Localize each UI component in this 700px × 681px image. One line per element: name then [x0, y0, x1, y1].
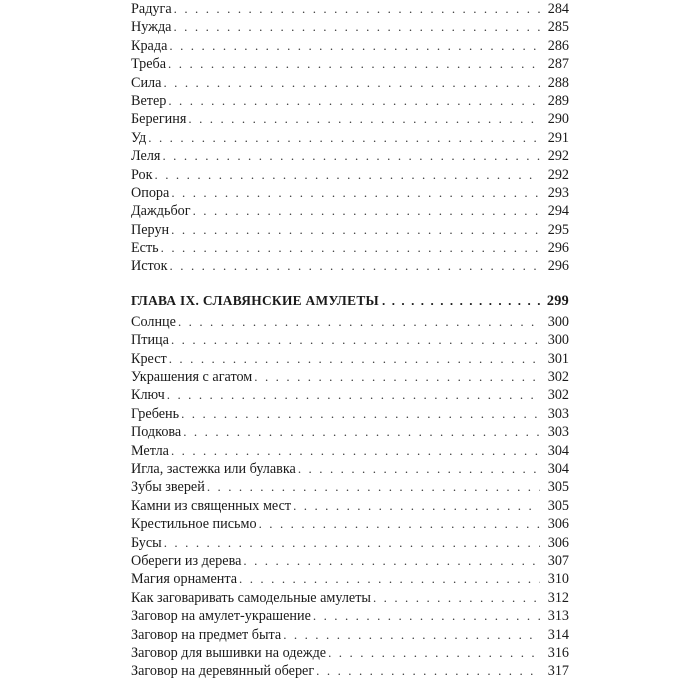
- toc-entry-title: Камни из священных мест: [131, 497, 292, 514]
- toc-entry: [131, 18, 569, 36]
- toc-entry-title: Рок: [131, 166, 153, 183]
- dot-leader: [259, 515, 540, 533]
- toc-entry-page: 305: [547, 497, 569, 514]
- dot-leader: [382, 290, 543, 312]
- dot-leader: [313, 607, 540, 625]
- dot-leader: [298, 460, 540, 478]
- toc-entry-page: 296: [547, 240, 569, 257]
- toc-entry-page: 301: [547, 350, 569, 367]
- toc-entry-page: 302: [547, 369, 569, 386]
- toc-entry-title: Заговор на деревянный оберег: [131, 663, 315, 680]
- toc-entry-page: 307: [547, 552, 569, 569]
- toc-entry: [131, 257, 569, 275]
- toc-entry-page: 287: [547, 56, 569, 73]
- toc-entry-title: Нужда: [131, 19, 172, 36]
- toc-entry-title: Радуга: [131, 1, 172, 17]
- dot-leader: [183, 423, 540, 441]
- toc-entry-title: Солнце: [131, 313, 176, 330]
- dot-leader: [169, 37, 540, 55]
- toc-entry-page: 285: [547, 19, 569, 36]
- chapter-page: 299: [546, 292, 569, 309]
- toc-entry-title: Крада: [131, 37, 168, 54]
- toc-entry-page: 312: [547, 589, 569, 606]
- toc-entry-title: Крест: [131, 350, 167, 367]
- toc-entry: [131, 423, 569, 441]
- dot-leader: [254, 368, 540, 386]
- toc-entry: [131, 0, 569, 18]
- dot-leader: [239, 570, 540, 588]
- toc-entry-page: 296: [547, 258, 569, 275]
- toc-entry: [131, 589, 569, 607]
- toc-entry: [131, 442, 569, 460]
- toc-entry: [131, 534, 569, 552]
- toc-entry: [131, 184, 569, 202]
- dot-leader: [168, 55, 540, 73]
- toc-entry: [131, 239, 569, 257]
- toc-section-chapter: [131, 313, 569, 681]
- toc-entry-page: 303: [547, 424, 569, 441]
- dot-leader: [181, 405, 540, 423]
- toc-entry-page: 303: [547, 405, 569, 422]
- dot-leader: [164, 534, 540, 552]
- toc-entry: [131, 313, 569, 331]
- dot-leader: [328, 644, 540, 662]
- toc-section-top: [131, 0, 569, 276]
- chapter-heading: [131, 290, 569, 312]
- toc-entry: [131, 92, 569, 110]
- toc-entry-page: 284: [547, 1, 569, 17]
- toc-entry-page: 295: [547, 221, 569, 238]
- toc-entry: [131, 626, 569, 644]
- toc-entry-page: 293: [547, 184, 569, 201]
- dot-leader: [171, 221, 540, 239]
- toc-entry-title: Даждьбог: [131, 203, 191, 220]
- toc-entry: [131, 110, 569, 128]
- dot-leader: [163, 74, 540, 92]
- toc-entry-title: Уд: [131, 129, 147, 146]
- dot-leader: [373, 589, 540, 607]
- toc-entry: [131, 55, 569, 73]
- toc-entry: [131, 74, 569, 92]
- dot-leader: [207, 478, 540, 496]
- toc-entry: [131, 37, 569, 55]
- toc-entry-title: Ключ: [131, 387, 165, 404]
- toc-entry-page: 290: [547, 111, 569, 128]
- toc-entry-title: Крестильное письмо: [131, 516, 257, 533]
- dot-leader: [293, 497, 540, 515]
- toc-entry-title: Есть: [131, 240, 159, 257]
- dot-leader: [168, 92, 540, 110]
- toc-entry-page: 286: [547, 37, 569, 54]
- toc-entry-title: Заговор на амулет-украшение: [131, 608, 311, 625]
- dot-leader: [148, 129, 540, 147]
- dot-leader: [178, 313, 540, 331]
- toc-entry: [131, 166, 569, 184]
- toc-entry: [131, 497, 569, 515]
- toc-entry-title: Сила: [131, 74, 162, 91]
- toc-entry-title: Обереги из дерева: [131, 552, 242, 569]
- table-of-contents: [131, 0, 569, 681]
- toc-entry-title: Треба: [131, 56, 167, 73]
- toc-entry-page: 313: [547, 608, 569, 625]
- toc-entry: [131, 607, 569, 625]
- toc-entry-page: 316: [547, 644, 569, 661]
- dot-leader: [243, 552, 540, 570]
- toc-entry-page: 304: [547, 460, 569, 477]
- toc-entry: [131, 331, 569, 349]
- dot-leader: [161, 239, 540, 257]
- toc-entry: [131, 515, 569, 533]
- toc-entry-page: 291: [547, 129, 569, 146]
- dot-leader: [167, 386, 540, 404]
- toc-entry: [131, 129, 569, 147]
- toc-entry-title: Перун: [131, 221, 170, 238]
- toc-entry-title: Бусы: [131, 534, 162, 551]
- toc-entry: [131, 460, 569, 478]
- toc-entry-title: Птица: [131, 332, 169, 349]
- toc-entry-page: 302: [547, 387, 569, 404]
- toc-entry: [131, 386, 569, 404]
- toc-entry: [131, 147, 569, 165]
- toc-entry-title: Ветер: [131, 92, 167, 109]
- dot-leader: [169, 350, 540, 368]
- toc-entry-page: 306: [547, 534, 569, 551]
- toc-entry: [131, 662, 569, 680]
- toc-entry-page: 288: [547, 74, 569, 91]
- toc-entry: [131, 221, 569, 239]
- dot-leader: [170, 257, 540, 275]
- dot-leader: [173, 18, 540, 36]
- toc-entry-page: 310: [547, 571, 569, 588]
- dot-leader: [171, 442, 540, 460]
- toc-entry-title: Магия орнамента: [131, 571, 238, 588]
- toc-entry-title: Игла, застежка или булавка: [131, 460, 296, 477]
- dot-leader: [155, 166, 540, 184]
- toc-entry-title: Зубы зверей: [131, 479, 205, 496]
- toc-entry: [131, 552, 569, 570]
- dot-leader: [316, 662, 540, 680]
- dot-leader: [193, 202, 540, 220]
- toc-entry-page: 300: [547, 332, 569, 349]
- chapter-spacer: [131, 276, 569, 290]
- toc-entry-title: Украшения с агатом: [131, 369, 253, 386]
- toc-entry-title: Заговор для вышивки на одежде: [131, 644, 327, 661]
- toc-entry-page: 292: [547, 148, 569, 165]
- toc-entry-page: 300: [547, 313, 569, 330]
- toc-entry-page: 306: [547, 516, 569, 533]
- toc-entry-page: 289: [547, 92, 569, 109]
- toc-entry-page: 294: [547, 203, 569, 220]
- dot-leader: [171, 184, 540, 202]
- dot-leader: [171, 331, 540, 349]
- toc-entry: [131, 644, 569, 662]
- toc-entry-title: Метла: [131, 442, 169, 459]
- toc-entry-page: 292: [547, 166, 569, 183]
- dot-leader: [283, 626, 540, 644]
- toc-entry: [131, 202, 569, 220]
- chapter-title: ГЛАВА IX. СЛАВЯНСКИЕ АМУЛЕТЫ: [131, 292, 379, 308]
- toc-entry: [131, 350, 569, 368]
- toc-entry-title: Берегиня: [131, 111, 187, 128]
- toc-entry-title: Подкова: [131, 424, 182, 441]
- toc-entry-page: 305: [547, 479, 569, 496]
- toc-entry-page: 304: [547, 442, 569, 459]
- toc-entry-page: 314: [547, 626, 569, 643]
- toc-entry: [131, 478, 569, 496]
- dot-leader: [174, 0, 540, 18]
- toc-entry-page: 317: [547, 663, 569, 680]
- dot-leader: [188, 110, 540, 128]
- toc-entry-title: Гребень: [131, 405, 180, 422]
- toc-entry: [131, 570, 569, 588]
- toc-entry-title: Леля: [131, 148, 161, 165]
- toc-entry-title: Исток: [131, 258, 168, 275]
- dot-leader: [162, 147, 540, 165]
- toc-entry-title: Заговор на предмет быта: [131, 626, 282, 643]
- toc-entry-title: Как заговаривать самодельные амулеты: [131, 589, 371, 606]
- toc-entry-title: Опора: [131, 184, 170, 201]
- toc-entry: [131, 368, 569, 386]
- toc-entry: [131, 405, 569, 423]
